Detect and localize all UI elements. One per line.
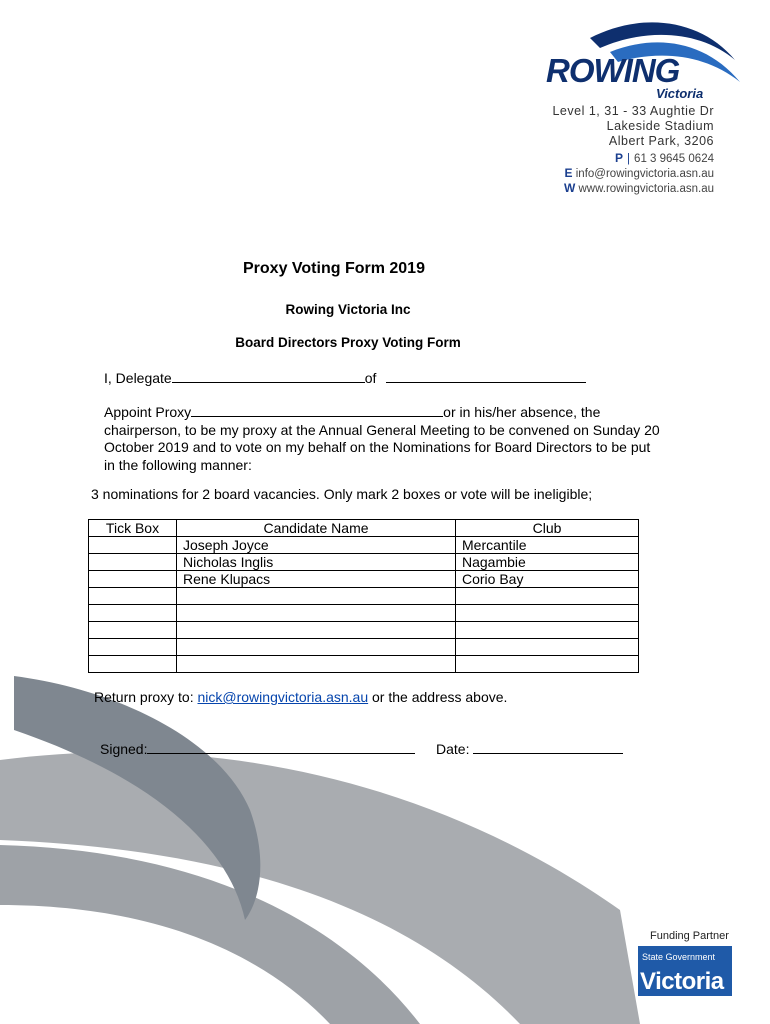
delegate-field[interactable] [172,368,365,383]
form-title: Proxy Voting Form 2019 [243,260,425,277]
of-label: of [364,370,377,386]
table-row [89,554,639,571]
table-row [89,588,639,605]
header-tick-box: Tick Box [89,520,177,537]
table-row [89,571,639,588]
form-subtitle: Board Directors Proxy Voting Form [235,335,461,350]
funding-partner-label: Funding Partner [650,930,729,942]
logo-wordmark: ROWING [546,52,680,89]
club-cell [456,656,639,673]
club-cell [456,622,639,639]
club-cell [456,639,639,656]
date-label: Date: [436,741,470,757]
appoint-tail: or in his/her absence, the [443,404,601,420]
address-line-1: Level 1, 31 - 33 Aughtie Dr [552,104,714,118]
club-cell: Corio Bay [456,571,639,588]
phone-label: P [615,151,624,165]
candidate-name-cell [177,605,456,622]
candidate-name-cell [177,588,456,605]
table-row [89,639,639,656]
table-row [89,537,639,554]
delegate-line [104,368,586,386]
signature-field[interactable] [147,739,415,754]
web-value[interactable]: www.rowingvictoria.asn.au [578,183,714,195]
header-club: Club [456,520,639,537]
club-cell: Mercantile [456,537,639,554]
email-value[interactable]: info@rowingvictoria.asn.au [575,168,714,180]
victoria-text: Victoria [640,968,724,995]
tick-box-cell[interactable] [89,622,177,639]
return-prefix: Return proxy to: [94,689,198,705]
candidate-name-cell: Joseph Joyce [177,537,456,554]
return-email-link[interactable]: nick@rowingvictoria.asn.au [197,689,369,705]
victoria-government-logo [638,946,732,996]
club-cell: Nagambie [456,554,639,571]
club-field[interactable] [386,368,586,383]
date-line [436,739,623,757]
return-instructions [94,689,507,705]
tick-box-cell[interactable] [89,605,177,622]
appoint-body: chairperson, to be my proxy at the Annual General Meeting to be convened on Sunday 20 October 2019 and to vote on my behalf on the Nominations for Board Directors to be put in the following manner: [104,421,660,473]
table-header-row [89,520,639,537]
email-label: E [564,166,573,180]
email-line [565,166,714,180]
header-candidate-name: Candidate Name [177,520,456,537]
tick-box-cell[interactable] [89,537,177,554]
proxy-name-field[interactable] [191,402,443,417]
delegate-label: I, Delegate [104,370,172,386]
organisation-name: Rowing Victoria Inc [285,302,411,317]
table-row [89,622,639,639]
ballot-instructions: 3 nominations for 2 board vacancies. Only mark 2 boxes or vote will be ineligible; [91,486,593,502]
tick-box-cell[interactable] [89,554,177,571]
web-label: W [563,181,576,195]
state-government-text: State Government [642,952,716,962]
signed-label: Signed: [100,741,148,757]
club-cell [456,605,639,622]
appoint-paragraph [104,402,664,474]
signature-line [100,739,415,757]
table-row [89,656,639,673]
address-line-3: Albert Park, 3206 [608,134,714,148]
candidates-table [88,519,639,673]
candidate-name-cell [177,656,456,673]
date-field[interactable] [473,739,623,754]
candidate-name-cell: Rene Klupacs [177,571,456,588]
tick-box-cell[interactable] [89,588,177,605]
candidate-name-cell [177,639,456,656]
phone-value: 61 3 9645 0624 [634,153,714,165]
return-suffix: or the address above. [368,689,508,705]
table-body [89,537,639,673]
appoint-label: Appoint Proxy [104,404,192,420]
address-line-2: Lakeside Stadium [606,119,714,133]
tick-box-cell[interactable] [89,639,177,656]
table-row [89,605,639,622]
tick-box-cell[interactable] [89,571,177,588]
candidate-name-cell: Nicholas Inglis [177,554,456,571]
phone-line: P | 61 3 9645 0624 [615,151,714,165]
club-cell [456,588,639,605]
candidate-name-cell [177,622,456,639]
tick-box-cell[interactable] [89,656,177,673]
web-line [564,181,714,195]
logo-subtitle: Victoria [656,86,704,101]
